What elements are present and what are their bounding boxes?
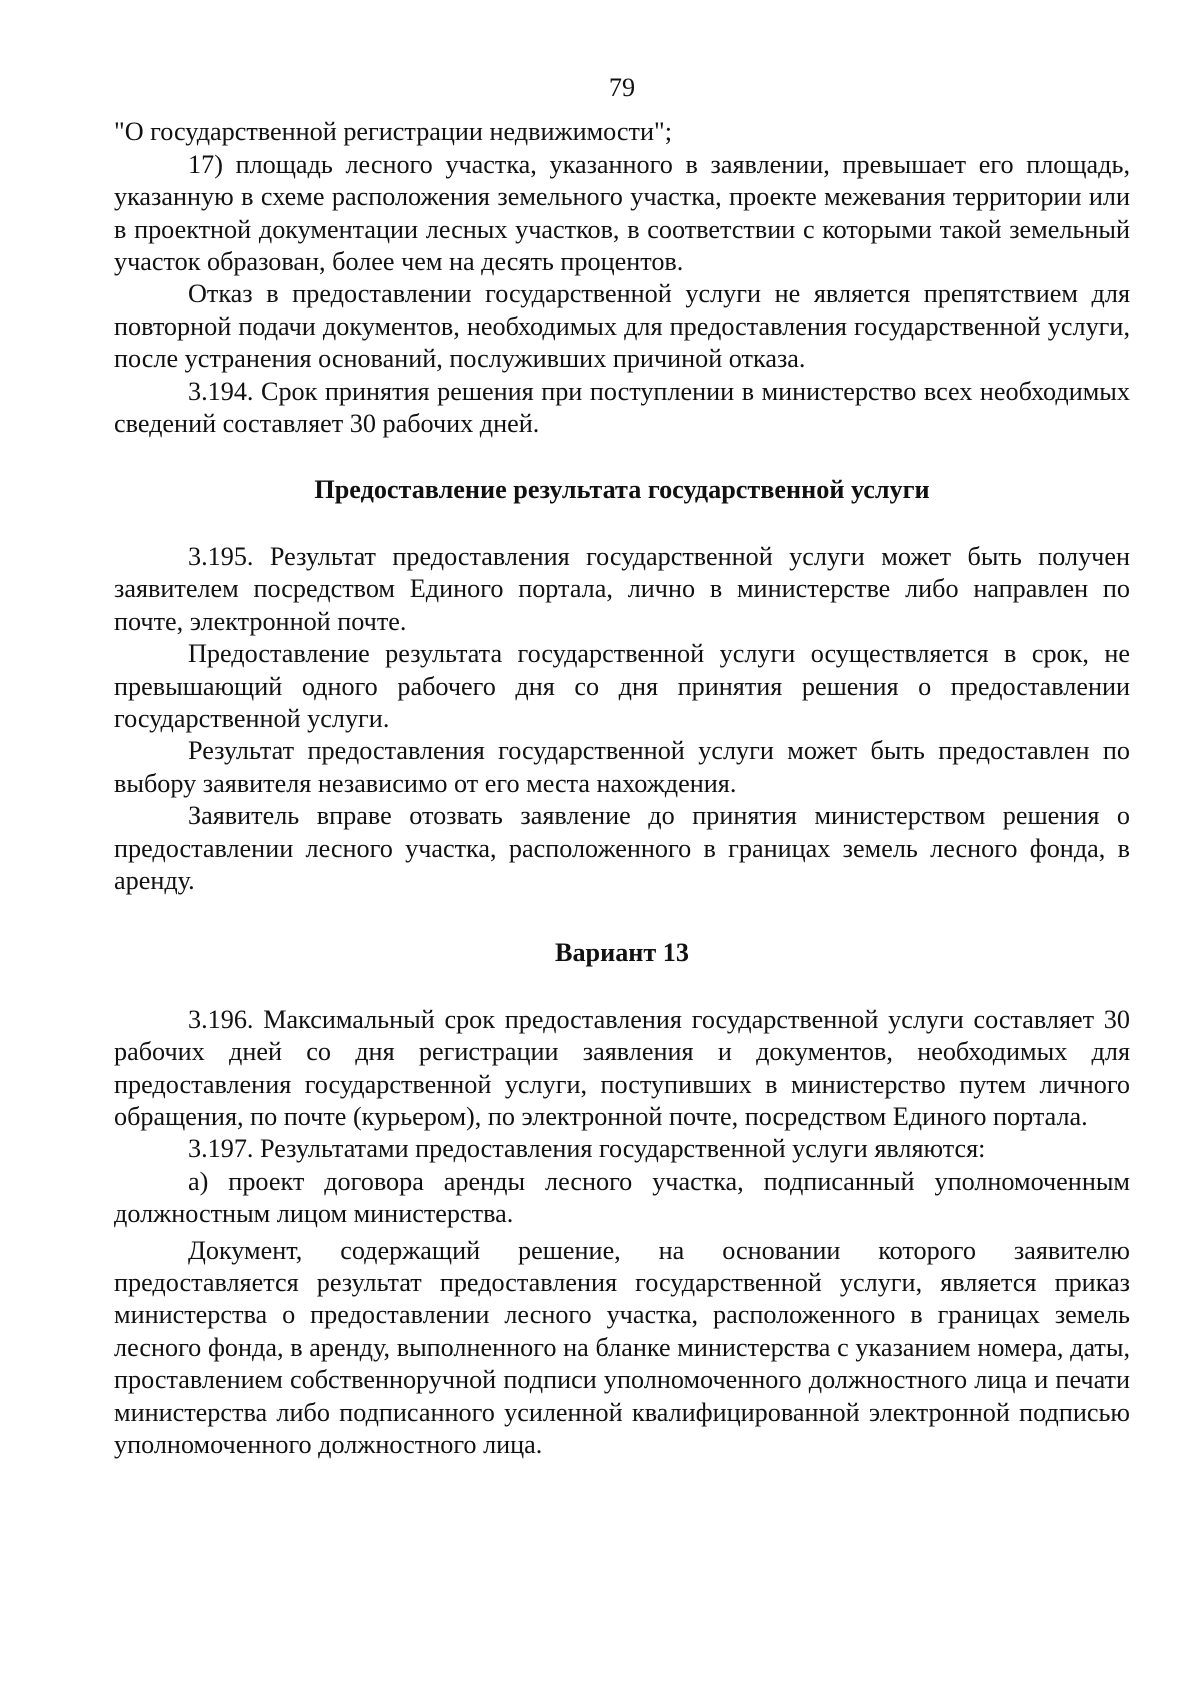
- paragraph-result-term: Предоставление результата государственной услуги осуществляется в срок, не превышающий одного рабочего дня со дня принятия решения о предоставлении государственной услуги.: [114, 639, 1130, 733]
- paragraph-result-choice: Результат предоставления государственной услуги может быть предоставлен по выбору заявителя независимо от его места нахождения.: [114, 736, 1130, 798]
- paragraph-withdraw: Заявитель вправе отозвать заявление до принятия министерством решения о предоставлении лесного участка, расположенного в границах земель лесного фонда, в аренду.: [114, 801, 1130, 895]
- paragraph-3-197: 3.197. Результатами предоставления государственной услуги являются:: [188, 1134, 986, 1164]
- paragraph-3-194: 3.194. Срок принятия решения при поступлении в министерство всех необходимых сведений составляет 30 рабочих дней.: [114, 376, 1130, 439]
- paragraph-3-196: 3.196. Максимальный срок предоставления государственной услуги составляет 30 рабочих дней со дня регистрации заявления и документов, необходимых для предоставления государственной услуги, поступивших в министерство путем личного обращения, по почте (курьером), по электронной почте, посредством Единого портала.: [114, 1004, 1130, 1131]
- paragraph-item-17: 17) площадь лесного участка, указанного в заявлении, превышает его площадь, указанную в схеме расположения земельного участка, проекте межевания территории или в проектной документации лесных участков, в соответствии с которыми такой земельный участок образован, более чем на десять процентов.: [114, 149, 1130, 277]
- paragraph-refusal: Отказ в предоставлении государственной услуги не является препятствием для повторной подачи документов, необходимых для предоставления государственной услуги, после устранения оснований, послуживших причиной отказа.: [114, 279, 1130, 374]
- paragraph-law-reference: "О государственной регистрации недвижимости";: [114, 117, 672, 147]
- section-heading-result: Предоставление результата государственной услуги: [314, 475, 930, 505]
- page-number: 79: [608, 73, 636, 102]
- paragraph-decision-document: Документ, содержащий решение, на основании которого заявителю предоставляется результат предоставления государственной услуги, является приказ министерства о предоставлении лесного участка, расположенного в границах земель лесного фонда, в аренду, выполненного на бланке министерства с указанием номера, даты, проставлением собственноручной подписи уполномоченного должностного лица и печати министерства либо подписанного усиленной квалифицированной электронной подписью уполномоченного должностного лица.: [114, 1235, 1130, 1460]
- paragraph-item-a: а) проект договора аренды лесного участка, подписанный уполномоченным должностным лицом министерства.: [114, 1166, 1130, 1229]
- page-content: [114, 72, 1130, 1461]
- section-heading-variant: Вариант 13: [555, 938, 689, 968]
- paragraph-3-195: 3.195. Результат предоставления государственной услуги может быть получен заявителем посредством Единого портала, лично в министерстве либо направлен по почте, электронной почте.: [114, 541, 1130, 636]
